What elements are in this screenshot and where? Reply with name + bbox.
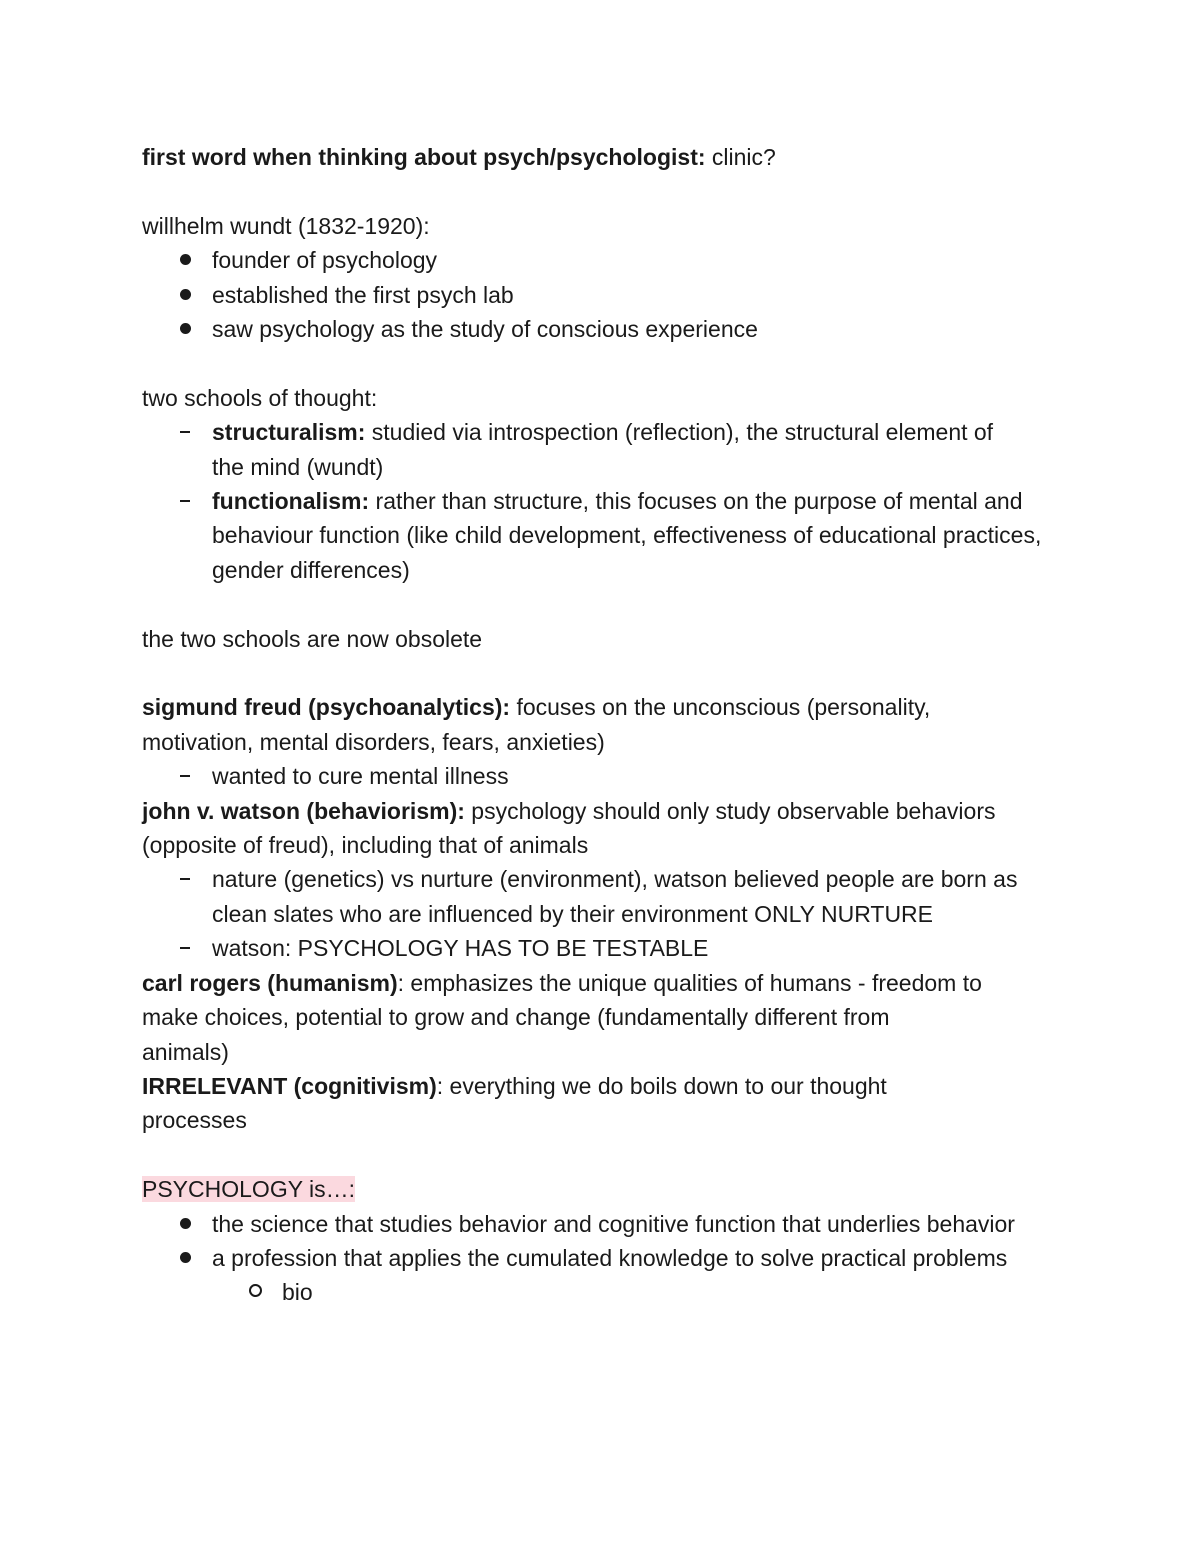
- dash-icon: [175, 931, 195, 965]
- freud-text: focuses on the unconscious (personality, motivation, mental disorders, fears, anxieties): [142, 694, 931, 755]
- cognitivism-term: IRRELEVANT (cognitivism): [142, 1072, 437, 1099]
- list-item: [142, 278, 1072, 312]
- list-item-text: founder of psychology: [212, 247, 438, 274]
- wundt-heading: willhelm wundt (1832-1920):: [142, 212, 430, 239]
- list-item: [142, 484, 1052, 587]
- list-item-text: the science that studies behavior and cognitive function that underlies behavior: [212, 1210, 1015, 1237]
- list-item: [142, 243, 1072, 277]
- bullet-icon: [175, 1207, 195, 1241]
- list-item-text: saw psychology as the study of conscious experience: [212, 316, 758, 343]
- list-item: [142, 931, 1072, 965]
- bullet-icon: [175, 312, 195, 346]
- dash-icon: [175, 759, 195, 793]
- psychology-heading: [142, 1172, 1072, 1206]
- sub-list-item-text: bio: [282, 1279, 313, 1306]
- sub-list-item: [142, 1275, 1072, 1309]
- dash-icon: [175, 415, 195, 449]
- list-item: [142, 759, 1072, 793]
- list-item: [142, 862, 1042, 931]
- list-item-text: nature (genetics) vs nurture (environment), watson believed people are born as clean slates who are influenced by their environment ONLY NURTURE: [212, 866, 1018, 927]
- intro-line: [142, 140, 1072, 174]
- functionalism-text: rather than structure, this focuses on the purpose of mental and behaviour function (like child development, effectiveness of educational practices, gender differences): [212, 488, 1042, 583]
- list-item-text: established the first psych lab: [212, 281, 514, 308]
- list-item-text: wanted to cure mental illness: [212, 763, 509, 790]
- watson-term: john v. watson (behaviorism):: [142, 797, 465, 824]
- cognitivism-text: : everything we do boils down to our thought processes: [142, 1072, 887, 1134]
- document-page: [142, 140, 1072, 1310]
- dash-icon: [175, 862, 195, 896]
- functionalism-term: functionalism:: [212, 488, 370, 515]
- list-item: [142, 312, 1072, 346]
- bullet-icon: [175, 278, 195, 312]
- bullet-icon: [175, 243, 195, 277]
- rogers-paragraph: [142, 966, 982, 1069]
- schools-note: the two schools are now obsolete: [142, 625, 483, 652]
- watson-text: psychology should only study observable behaviors (opposite of freud), including that of animals: [142, 797, 996, 859]
- intro-text: clinic?: [705, 144, 776, 170]
- dash-icon: [175, 484, 195, 518]
- rogers-term: carl rogers (humanism): [142, 969, 398, 996]
- list-item: [142, 1241, 1052, 1275]
- intro-label: first word when thinking about psych/psychologist:: [142, 144, 706, 170]
- bullet-icon: [175, 1241, 195, 1275]
- freud-term: sigmund freud (psychoanalytics):: [142, 694, 511, 721]
- rogers-text: : emphasizes the unique qualities of humans - freedom to make choices, potential to grow and change (fundamentally different from animals): [142, 969, 982, 1065]
- highlighted-heading: PSYCHOLOGY is…:: [142, 1176, 356, 1203]
- list-item: [142, 415, 1012, 484]
- schools-heading: two schools of thought:: [142, 384, 378, 411]
- watson-paragraph: [142, 794, 1002, 863]
- list-item-text: watson: PSYCHOLOGY HAS TO BE TESTABLE: [212, 935, 709, 962]
- list-item: [142, 1207, 1052, 1241]
- structuralism-text: studied via introspection (reflection), the structural element of the mind (wundt): [212, 419, 994, 480]
- structuralism-term: structuralism:: [212, 419, 366, 446]
- hollow-bullet-icon: [245, 1275, 265, 1309]
- cognitivism-paragraph: [142, 1069, 982, 1138]
- freud-paragraph: [142, 690, 1042, 759]
- list-item-text: a profession that applies the cumulated knowledge to solve practical problems: [212, 1244, 1008, 1271]
